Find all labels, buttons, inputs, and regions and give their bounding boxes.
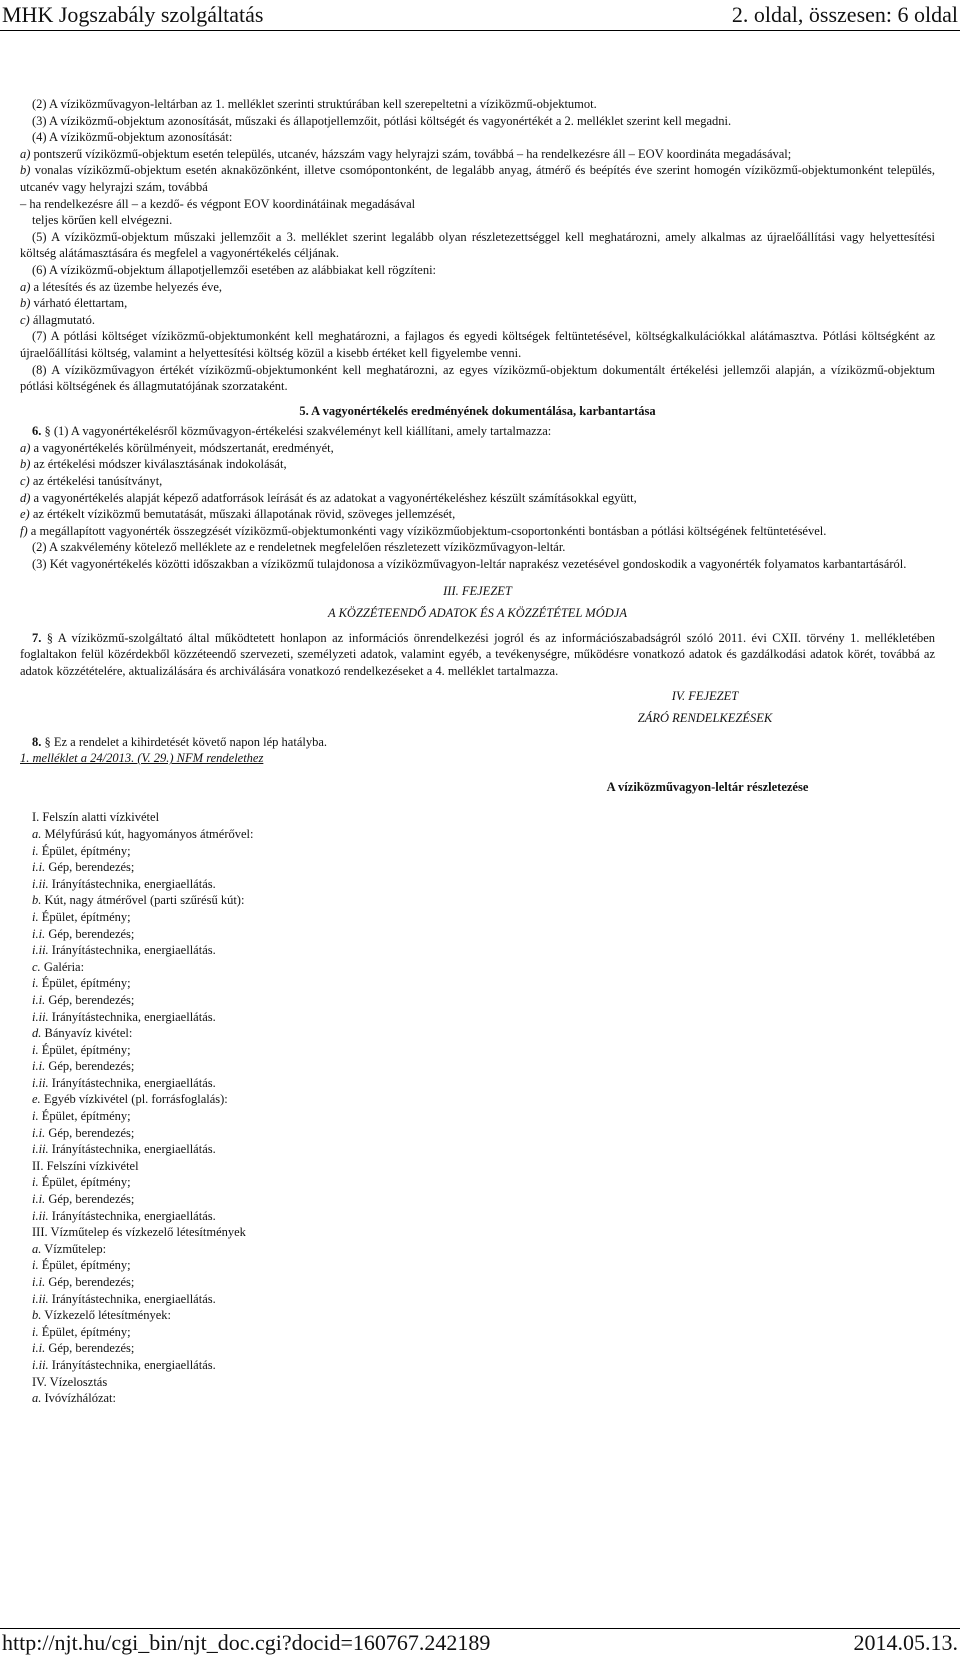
section-6-intro <box>20 423 935 440</box>
inventory-item <box>32 1075 935 1092</box>
item-label: a) <box>20 279 31 294</box>
inventory-item <box>32 859 935 876</box>
inventory-item-text: Irányítástechnika, energiaellátás. <box>48 1009 216 1024</box>
inventory-item-text: Épület, építmény; <box>38 909 131 924</box>
section-5-title: 5. A vagyonértékelés eredményének dokumentálása, karbantartása <box>299 403 656 418</box>
inventory-item <box>32 1274 935 1291</box>
inventory-item-text: Vízkezelő létesítmények: <box>41 1308 171 1323</box>
inventory-item-label: i.ii. <box>32 1357 49 1372</box>
paragraph-3: (3) A víziközmű-objektum azonosítását, műszaki és állapotjellemzőit, pótlási költségét és vagyonértékét a 2. melléklet szerint kell megadni. <box>32 113 732 128</box>
section-6a <box>20 440 935 457</box>
inventory-item-text: Gép, berendezés; <box>45 1341 135 1356</box>
inventory-item <box>32 892 935 909</box>
inventory-list <box>20 809 935 1406</box>
inventory-item <box>32 1208 935 1225</box>
item-label: a) <box>20 146 31 161</box>
chapter-4-title: ZÁRÓ RENDELKEZÉSEK <box>637 711 773 726</box>
inventory-item-label: i.i. <box>32 1192 46 1207</box>
inventory-item <box>32 1307 935 1324</box>
item-label: d) <box>20 490 31 505</box>
inventory-item-label: i. <box>32 1258 39 1273</box>
inventory-item <box>32 1141 935 1158</box>
page-footer <box>0 1628 960 1654</box>
item-label: b) <box>20 163 31 178</box>
inventory-item-label: i.ii. <box>32 1075 49 1090</box>
section-number: 6. <box>32 424 42 439</box>
paragraph-6b <box>20 295 935 312</box>
item-text: az értékelési tanúsítványt, <box>29 474 163 489</box>
inventory-item-label: i.ii. <box>32 1142 49 1157</box>
inventory-item <box>32 1042 935 1059</box>
paragraph-6a <box>20 279 935 296</box>
inventory-item-text: III. Vízműtelep és vízkezelő létesítmények <box>32 1225 246 1240</box>
inventory-item-text: Mélyfúrású kút, hagyományos átmérővel: <box>41 826 254 841</box>
inventory-item-text: Egyéb vízkivétel (pl. forrásfoglalás): <box>40 1092 228 1107</box>
inventory-item <box>32 843 935 860</box>
inventory-item <box>32 1191 935 1208</box>
item-text: állagmutató. <box>29 312 95 327</box>
paragraph-6: (6) A víziközmű-objektum állapotjellemzői esetében az alábbiakat kell rögzíteni: <box>32 262 437 277</box>
footer-rule <box>0 1628 960 1629</box>
section-6-3: (3) Két vagyonértékelés közötti időszakban a víziközmű tulajdonosa a víziközművagyon-leltár naprakész vezetésével gondoskodik a vagyonérték folyamatos karbantartásáról. <box>32 557 907 572</box>
inventory-item-label: i. <box>32 976 39 991</box>
inventory-item <box>32 1357 935 1374</box>
item-text: a megállapított vagyonérték összegzését víziközmű-objektumonkénti vagy víziközműobjektum-csoportonkénti bontásban a pótlási költségének feltüntetésével. <box>27 523 827 538</box>
inventory-item-label: i. <box>32 1324 39 1339</box>
inventory-item-text: Épület, építmény; <box>38 1042 131 1057</box>
inventory-item-text: Épület, építmény; <box>38 1258 131 1273</box>
inventory-item-text: Irányítástechnika, energiaellátás. <box>48 1075 216 1090</box>
item-label: c) <box>20 474 30 489</box>
paragraph-5: (5) A víziközmű-objektum műszaki jellemzőit a 3. melléklet szerint legalább olyan részletezettséggel kell meghatározni, amely alkalmas az újraelőállítási vagy helyettesítési költség alátámasztására és megfelel a vagyonértékelés céljának. <box>20 229 935 261</box>
paragraph-7: (7) A pótlási költséget víziközmű-objektumonként kell meghatározni, a fajlagos és egyedi költségek feltüntetésével, költségkalkulációkkal alátámasztva. Pótlási költségként az újraelőállítási költség, valamint a helyettesítési költség közül a kisebb értéket kell figyelembe venni. <box>20 329 935 360</box>
header-title: MHK Jogszabály szolgáltatás <box>2 2 264 27</box>
inventory-item-label: i. <box>32 1175 39 1190</box>
section-text: § (1) A vagyonértékelésről közművagyon-értékelési szakvéleményt kell kiállítani, amely tartalmazza: <box>41 424 552 439</box>
inventory-item <box>32 959 935 976</box>
inventory-item-text: Kút, nagy átmérővel (parti szűrésű kút): <box>41 893 245 908</box>
inventory-item <box>32 909 935 926</box>
inventory-item <box>32 809 935 826</box>
inventory-item-label: i. <box>32 843 39 858</box>
inventory-item-label: c. <box>32 959 41 974</box>
section-6b <box>20 456 935 473</box>
inventory-item-text: Gép, berendezés; <box>45 1192 135 1207</box>
inventory-item-text: II. Felszíni vízkivétel <box>32 1158 139 1173</box>
inventory-item <box>32 926 935 943</box>
inventory-item <box>32 1390 935 1407</box>
paragraph-8: (8) A víziközművagyon értékét víziközmű-objektumonként kell meghatározni, az egyes víziközmű-objektum dokumentált értékelési jellemzői alapján, a víziközmű-objektum pótlási költségének és állagmutatójának szorzataként. <box>20 362 935 394</box>
item-label: a) <box>20 440 31 455</box>
inventory-item-text: Irányítástechnika, energiaellátás. <box>48 1208 216 1223</box>
document-body <box>20 96 935 1407</box>
inventory-item-text: Ivóvízhálózat: <box>41 1391 116 1406</box>
inventory-item <box>32 1025 935 1042</box>
paragraph-4: (4) A víziközmű-objektum azonosítását: <box>32 130 233 145</box>
paragraph-6c <box>20 312 935 329</box>
inventory-item-text: Irányítástechnika, energiaellátás. <box>48 1357 216 1372</box>
inventory-item-text: Gép, berendezés; <box>45 860 135 875</box>
inventory-item-text: Gép, berendezés; <box>45 992 135 1007</box>
item-text: a létesítés és az üzembe helyezés éve, <box>30 279 222 294</box>
inventory-item <box>32 1009 935 1026</box>
paragraph-4b <box>20 162 935 195</box>
section-8 <box>20 734 470 751</box>
inventory-item-label: i.ii. <box>32 943 49 958</box>
inventory-item <box>32 1257 935 1274</box>
inventory-item <box>32 975 935 992</box>
inventory-item-label: i.i. <box>32 1341 46 1356</box>
inventory-item-label: i.i. <box>32 992 46 1007</box>
inventory-item-text: Gép, berendezés; <box>45 1275 135 1289</box>
inventory-item-text: Gép, berendezés; <box>45 1059 135 1074</box>
inventory-item-label: i. <box>32 1109 39 1124</box>
inventory-item-label: i.i. <box>32 1275 46 1289</box>
inventory-item-text: IV. Vízelosztás <box>32 1374 108 1389</box>
inventory-item <box>32 1058 935 1075</box>
section-7 <box>20 630 935 680</box>
inventory-item <box>32 876 935 893</box>
section-text: § Ez a rendelet a kihirdetését követő napon lép hatályba. <box>41 734 328 749</box>
inventory-item <box>32 1291 935 1308</box>
footer-date: 2014.05.13. <box>853 1630 958 1655</box>
item-text: a vagyonértékelés alapját képező adatforrások leírását és az adatokat a vagyonértékeléshez készült számításokkal együtt, <box>30 490 637 505</box>
inventory-item-text: I. Felszín alatti vízkivétel <box>32 810 160 825</box>
inventory-item-label: i.ii. <box>32 876 49 891</box>
inventory-item-text: Irányítástechnika, energiaellátás. <box>48 876 216 891</box>
section-6c <box>20 473 935 490</box>
inventory-item-text: Épület, építmény; <box>38 1324 131 1339</box>
inventory-item-label: i.i. <box>32 860 46 875</box>
item-text: az értékelési módszer kiválasztásának indokolását, <box>30 457 287 472</box>
item-text: az értékelt víziközmű bemutatását, műszaki állapotának rövid, szöveges jellemzését, <box>29 507 456 522</box>
item-text: a vagyonértékelés körülményeit, módszertanát, eredményét, <box>30 440 334 455</box>
inventory-item-label: i.ii. <box>32 1291 49 1306</box>
inventory-item-text: Irányítástechnika, energiaellátás. <box>48 943 216 958</box>
inventory-item-label: i. <box>32 909 39 924</box>
chapter-4-heading: IV. FEJEZET <box>671 688 739 703</box>
inventory-item-text: Galéria: <box>40 959 85 974</box>
item-text: pontszerű víziközmű-objektum esetén település, utcanév, házszám vagy helyrajzi szám, továbbá – ha rendelkezésre áll – EOV koordináta megadásával; <box>30 146 792 161</box>
inventory-item-label: b. <box>32 1308 42 1323</box>
inventory-item <box>32 1324 935 1341</box>
inventory-item-label: d. <box>32 1026 42 1041</box>
paragraph-4b-cont: – ha rendelkezésre áll – a kezdő- és végpont EOV koordinátáinak megadásával <box>20 196 416 211</box>
header-rule <box>0 30 960 31</box>
inventory-item <box>32 1340 935 1357</box>
section-6f <box>20 523 935 540</box>
closing-block <box>20 688 935 767</box>
inventory-item <box>32 1241 935 1258</box>
inventory-item-text: Bányavíz kivétel: <box>41 1026 133 1041</box>
inventory-item-label: b. <box>32 893 42 908</box>
inventory-item <box>32 1374 935 1391</box>
item-label: f) <box>20 523 28 538</box>
chapter-3-heading: III. FEJEZET <box>443 583 512 598</box>
inventory-item-label: i.i. <box>32 1125 46 1140</box>
section-number: 8. <box>32 734 42 749</box>
inventory-item-label: i. <box>32 1042 39 1057</box>
inventory-item-label: e. <box>32 1092 41 1107</box>
inventory-item <box>32 1158 935 1175</box>
inventory-item <box>32 1091 935 1108</box>
inventory-item <box>32 826 935 843</box>
paragraph-4a <box>20 146 935 163</box>
section-6e <box>20 506 935 523</box>
inventory-item <box>32 1224 935 1241</box>
inventory-item-label: a. <box>32 826 42 841</box>
item-label: c) <box>20 312 30 327</box>
chapter-3-title: A KÖZZÉTEENDŐ ADATOK ÉS A KÖZZÉTÉTEL MÓDJA <box>328 606 627 621</box>
header-page-count: 2. oldal, összesen: 6 oldal <box>731 2 958 27</box>
inventory-item-text: Gép, berendezés; <box>45 926 135 941</box>
inventory-item-label: i.i. <box>32 926 46 941</box>
section-6-2: (2) A szakvélemény kötelező melléklete az e rendeletnek megfelelően részletezett víziközművagyon-leltár. <box>32 540 566 555</box>
inventory-item-text: Épület, építmény; <box>38 976 131 991</box>
inventory-item <box>32 942 935 959</box>
section-6d <box>20 490 935 507</box>
item-label: b) <box>20 296 31 311</box>
item-text: vonalas víziközmű-objektum esetén aknaközönként, illetve csomópontonként, de legalább anyag, átmérő és beépítés éve szerint homogén víziközmű-objektumonként település, utcanév vagy helyrajzi szám, továbbá <box>20 163 935 194</box>
paragraph-2: (2) A víziközművagyon-leltárban az 1. melléklet szerinti struktúrában kell szerepeltetni a víziközmű-objektumot. <box>32 97 597 111</box>
inventory-item-text: Épület, építmény; <box>38 843 131 858</box>
inventory-item <box>32 992 935 1009</box>
inventory-item-text: Irányítástechnika, energiaellátás. <box>48 1291 216 1306</box>
item-text: várható élettartam, <box>30 296 128 311</box>
inventory-item-text: Gép, berendezés; <box>45 1125 135 1140</box>
inventory-item-text: Vízműtelep: <box>41 1241 107 1256</box>
inventory-item <box>32 1125 935 1142</box>
section-text: § A víziközmű-szolgáltató által működtetett honlapon az információs önrendelkezési jogról és az információszabadságról szóló 2011. évi CXII. törvény 1. mellékletében foglaltakon felül közérdekből közzéteendő szervezeti, személyzeti adatok, valamint egyéb, a tevékenységre, működésre vonatkozó adatok és gazdálkodási adatok körét, továbbá az adatok közzétételére, aktualizálására és archiválására vonatkozó rendelkezéseket a 4. melléklet tartalmazza. <box>20 630 935 678</box>
inventory-item-label: i.i. <box>32 1059 46 1074</box>
inventory-item <box>32 1174 935 1191</box>
annex-title: A víziközművagyon-leltár részletezése <box>606 779 809 794</box>
inventory-item-text: Épület, építmény; <box>38 1175 131 1190</box>
inventory-item-text: Irányítástechnika, energiaellátás. <box>48 1142 216 1157</box>
inventory-item-label: a. <box>32 1391 42 1406</box>
page-header <box>0 0 960 36</box>
inventory-item <box>32 1108 935 1125</box>
inventory-item-text: Épület, építmény; <box>38 1109 131 1124</box>
inventory-item-label: i.ii. <box>32 1208 49 1223</box>
item-label: b) <box>20 457 31 472</box>
paragraph-4b-end: teljes körűen kell elvégezni. <box>32 213 173 228</box>
item-label: e) <box>20 507 30 522</box>
inventory-item-label: i.ii. <box>32 1009 49 1024</box>
footer-url: http://njt.hu/cgi_bin/njt_doc.cgi?docid=160767.242189 <box>2 1630 491 1655</box>
annex-reference: 1. melléklet a 24/2013. (V. 29.) NFM rendelethez <box>20 751 264 766</box>
section-number: 7. <box>32 630 42 645</box>
inventory-item-label: a. <box>32 1241 42 1256</box>
